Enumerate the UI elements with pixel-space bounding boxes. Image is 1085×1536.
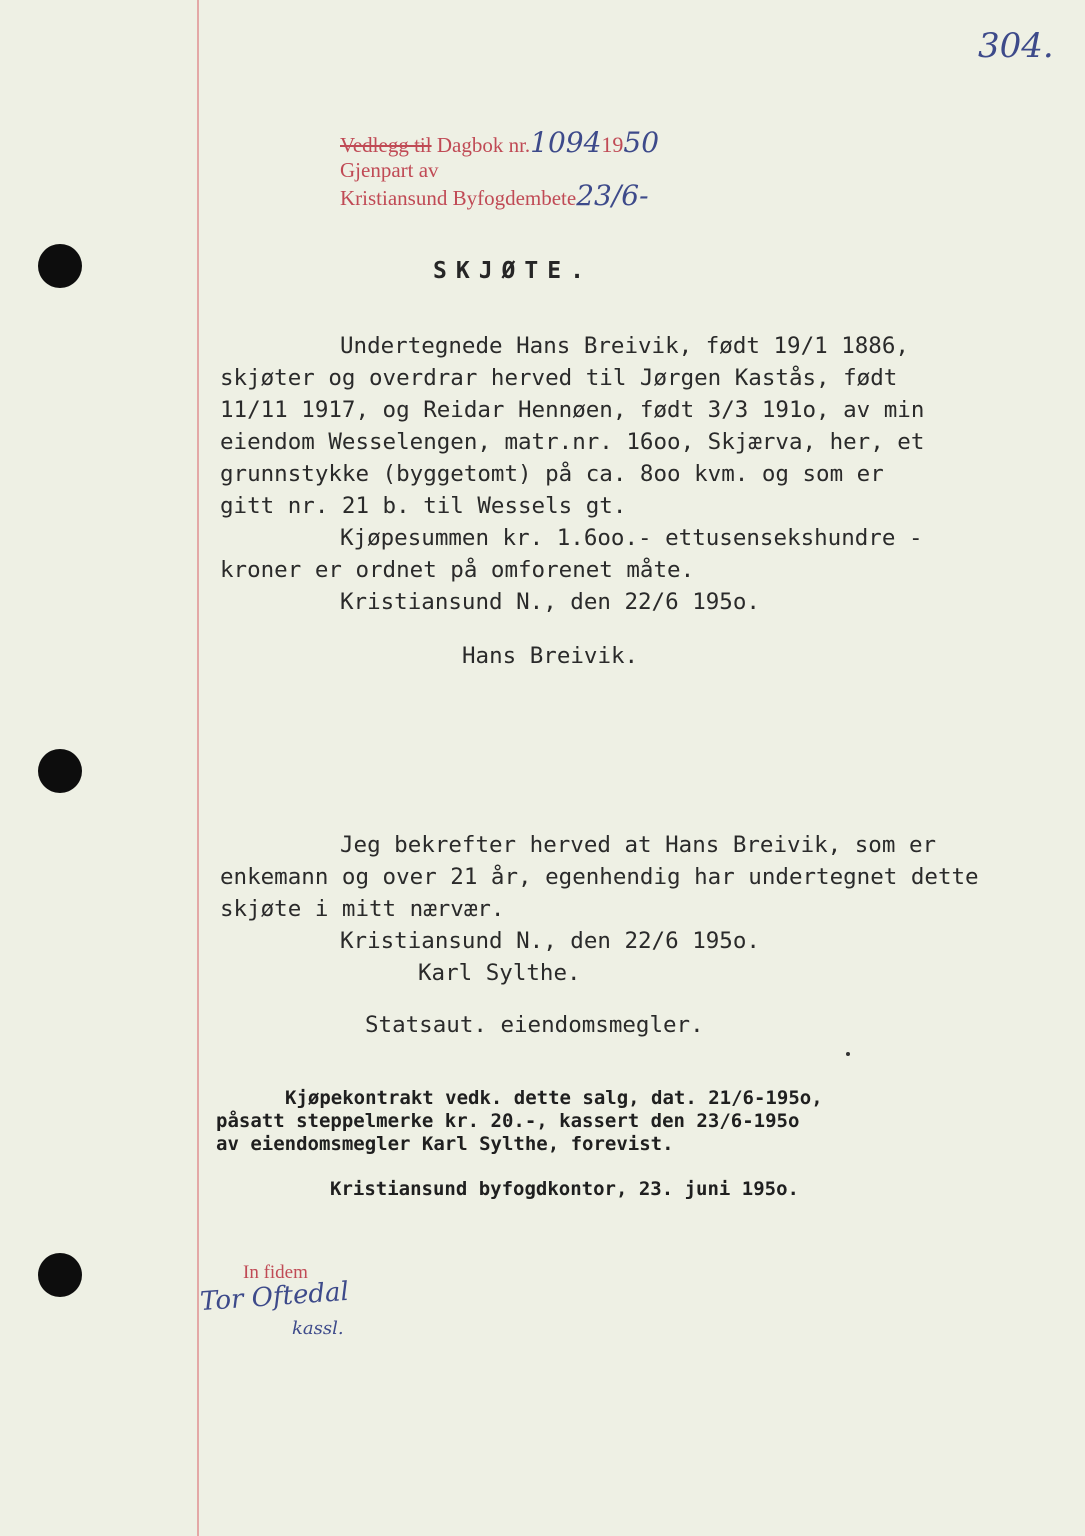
stamp-year-printed: 19 (601, 132, 624, 157)
stamp-struck-label: Vedlegg til (340, 133, 432, 157)
clerk-signature: Tor Oftedal (199, 1276, 350, 1318)
stamp-gjenpart: Gjenpart av (340, 158, 439, 182)
broker-title: Statsaut. eiendomsmegler. (365, 1012, 704, 1038)
broker-signature: Karl Sylthe. (418, 960, 581, 986)
ink-dot (846, 1052, 850, 1056)
registry-stamp (340, 126, 660, 212)
stamp-dagbok-label: Dagbok nr. (436, 133, 531, 157)
stamp-date-written: 23/6- (576, 179, 649, 212)
deed-line: 11/11 1917, og Reidar Hennøen, født 3/3 191o, av min (220, 397, 925, 423)
punch-hole-bottom (38, 1253, 82, 1297)
in-fidem-stamp: In fidem (243, 1262, 308, 1283)
deed-line: grunnstykke (byggetomt) på ca. 8oo kvm. og som er (220, 461, 884, 487)
annotation-line: av eiendomsmegler Karl Sylthe, forevist. (216, 1133, 674, 1155)
stamp-dagbok-number: 1094 (530, 126, 602, 159)
deed-line: skjøter og overdrar herved til Jørgen Kastås, født (220, 365, 898, 391)
clerk-role: kassl. (292, 1318, 344, 1339)
annotation-line: påsatt steppelmerke kr. 20.-, kassert den 23/6-195o (216, 1110, 800, 1132)
confirmation-line: skjøte i mitt nærvær. (220, 896, 505, 922)
annotation-line: Kjøpekontrakt vedk. dette salg, dat. 21/6-195o, (285, 1087, 823, 1109)
punch-hole-middle (38, 749, 82, 793)
stamp-office: Kristiansund Byfogdembete (340, 186, 577, 210)
deed-line: Undertegnede Hans Breivik, født 19/1 1886, (340, 333, 909, 359)
margin-rule (197, 0, 199, 1536)
deed-line: Kjøpesummen kr. 1.6oo.- ettusensekshundre - (340, 525, 923, 551)
stamp-line-1 (340, 126, 660, 159)
stamp-year-written: 50 (623, 126, 660, 159)
deed-line: Kristiansund N., den 22/6 195o. (340, 589, 760, 615)
deed-line: kroner er ordnet på omforenet måte. (220, 557, 695, 583)
deed-line: eiendom Wesselengen, matr.nr. 16oo, Skjærva, her, et (220, 429, 925, 455)
punch-hole-top (38, 244, 82, 288)
document-title: SKJØTE. (433, 258, 593, 284)
stamp-line-3 (340, 179, 659, 212)
confirmation-line: Jeg bekrefter herved at Hans Breivik, som er (340, 832, 937, 858)
confirmation-line: Kristiansund N., den 22/6 195o. (340, 928, 760, 954)
deed-line: gitt nr. 21 b. til Wessels gt. (220, 493, 627, 519)
office-place-date: Kristiansund byfogdkontor, 23. juni 195o. (330, 1178, 799, 1200)
seller-signature: Hans Breivik. (462, 643, 639, 669)
confirmation-line: enkemann og over 21 år, egenhendig har undertegnet dette (220, 864, 979, 890)
page-number: 304. (978, 26, 1054, 66)
